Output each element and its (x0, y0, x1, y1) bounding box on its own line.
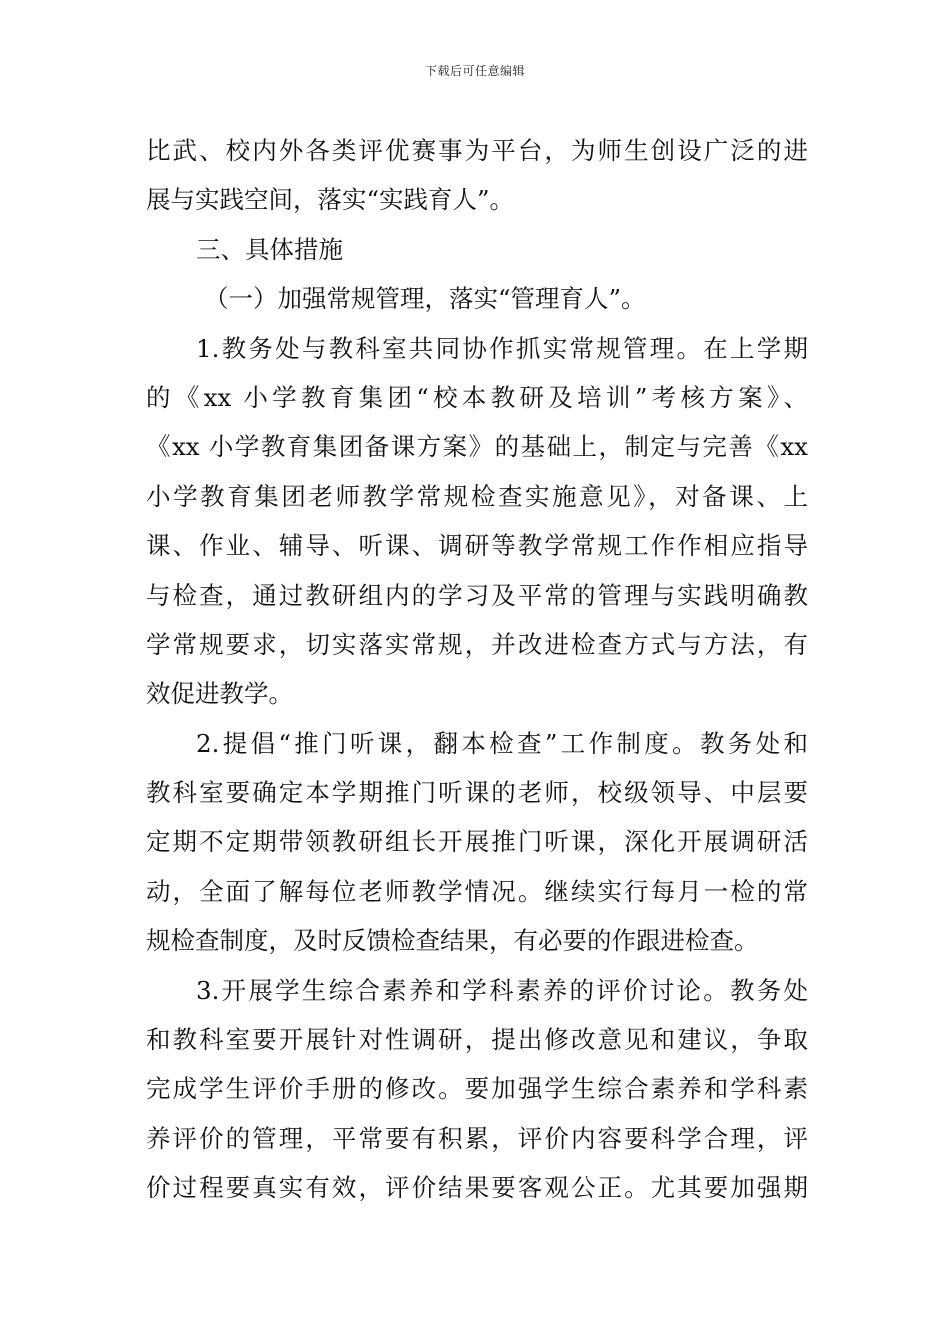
paragraph-line: 1.教务处与教科室共同协作抓实常规管理。在上学期 (196, 333, 808, 363)
paragraph-line: 学常规要求，切实落实常规，并改进检查方式与方法，有 (146, 629, 808, 659)
paragraph-line: 《xx 小学教育集团备课方案》的基础上，制定与完善《xx (146, 432, 808, 462)
download-note: 下载后可任意编辑 (424, 64, 525, 78)
paragraph-line: 比武、校内外各类评优赛事为平台，为师生创设广泛的进 (146, 136, 808, 165)
paragraph-line: 规检查制度，及时反馈检查结果，有必要的作跟进检查。 (146, 926, 759, 956)
section-heading: 三、具体措施 (196, 234, 343, 264)
document-body (146, 126, 808, 1213)
paragraph-line: 养评价的管理，平常要有积累，评价内容要科学合理，评 (146, 1123, 808, 1153)
paragraph-line: 课、作业、辅导、听课、调研等教学常规工作作相应指导 (146, 531, 808, 561)
paragraph-line: 效促进教学。 (146, 679, 293, 709)
subsection-heading: （一）加强常规管理，落实“管理育人”。 (204, 284, 646, 314)
paragraph-line: 与检查，通过教研组内的学习及平常的管理与实践明确教 (146, 580, 808, 610)
paragraph-line: 价过程要真实有效，评价结果要客观公正。尤其要加强期 (146, 1173, 808, 1203)
paragraph-line: 2.提倡“推门听课，翻本检查”工作制度。教务处和 (196, 728, 808, 758)
paragraph-line: 动，全面了解每位老师教学情况。继续实行每月一检的常 (146, 876, 808, 906)
paragraph-line: 3.开展学生综合素养和学科素养的评价讨论。教务处 (196, 975, 808, 1005)
paragraph-line: 定期不定期带领教研组长开展推门听课，深化开展调研活 (146, 827, 808, 857)
paragraph-line: 教科室要确定本学期推门听课的老师，校级领导、中层要 (146, 778, 808, 808)
paragraph-line: 的《xx 小学教育集团“校本教研及培训”考核方案》、 (146, 382, 808, 412)
paragraph-line: 展与实践空间，落实“实践育人”。 (146, 185, 515, 215)
paragraph-line: 完成学生评价手册的修改。要加强学生综合素养和学科素 (146, 1074, 808, 1104)
paragraph-line: 小学教育集团老师教学常规检查实施意见》，对备课、上 (146, 481, 808, 511)
paragraph-line: 和教科室要开展针对性调研，提出修改意见和建议，争取 (146, 1025, 808, 1055)
